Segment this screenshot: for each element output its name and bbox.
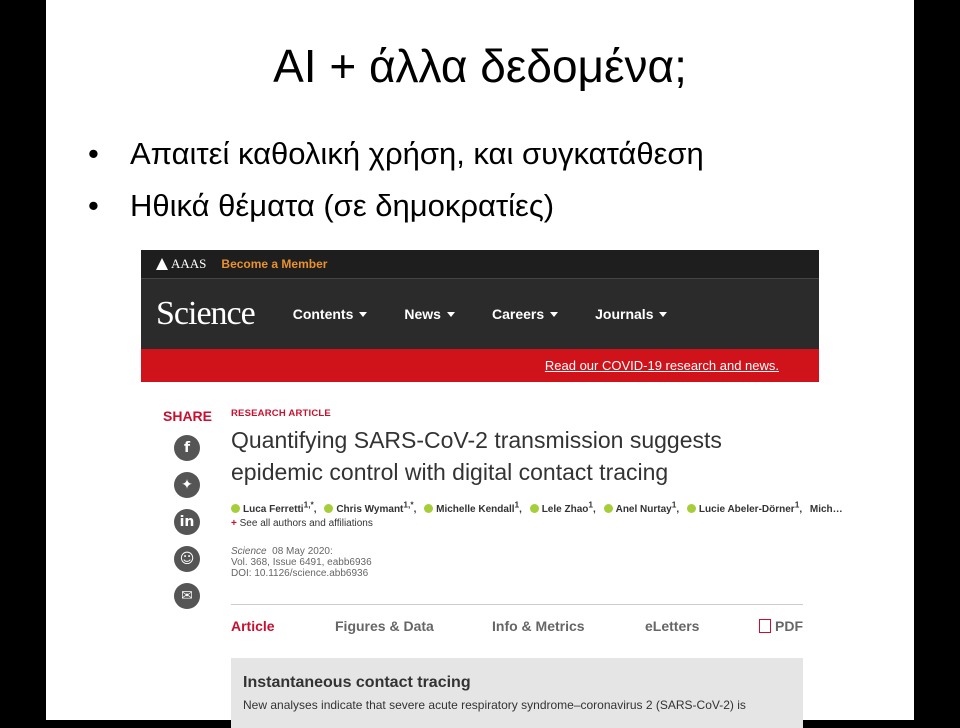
- chevron-down-icon: [659, 312, 667, 317]
- bullet-dot: •: [88, 188, 99, 223]
- main-nav: [293, 306, 705, 322]
- aaas-logo-text: AAAS: [171, 256, 207, 271]
- author-list: [231, 500, 843, 516]
- author-name: Michelle Kendall: [436, 504, 515, 516]
- pdf-icon: [759, 619, 771, 633]
- plus-icon: +: [231, 518, 237, 530]
- slide: [46, 0, 914, 720]
- aaas-logo[interactable]: [156, 256, 206, 272]
- bullet-text: Ηθικά θέματα (σε δημοκρατίες): [130, 188, 555, 223]
- bullet-item: [88, 128, 704, 180]
- orcid-icon: [604, 504, 613, 513]
- author-item[interactable]: Chris Wymant$^{1,*}$,: [324, 504, 416, 515]
- author-affiliation: 1: [794, 500, 800, 510]
- summary-title: Instantaneous contact tracing: [243, 674, 471, 691]
- article-type: RESEARCH ARTICLE: [231, 408, 331, 419]
- tab-info-metrics[interactable]: Info & Metrics: [492, 618, 585, 634]
- article-header: [231, 408, 843, 580]
- email-icon[interactable]: ✉: [174, 583, 200, 609]
- tab-pdf[interactable]: [759, 618, 803, 634]
- become-member-link[interactable]: Become a Member: [221, 257, 328, 271]
- see-all-authors-link[interactable]: [231, 518, 811, 529]
- author-affiliation: 1,*: [303, 500, 314, 510]
- nav-label: Careers: [491, 306, 545, 322]
- nav-label: Journals: [595, 306, 654, 322]
- covid-news-link[interactable]: Read our COVID-19 research and news.: [544, 358, 779, 373]
- summary-text: New analyses indicate that severe acute respiratory syndrome–coronavirus 2 (SARS-CoV-2) is: [243, 698, 746, 712]
- tab-article[interactable]: Article: [231, 618, 275, 634]
- author-name: Lucie Abeler-Dörner: [698, 504, 795, 516]
- journal-name: Science: [231, 546, 267, 558]
- author-name: Lele Zhao: [541, 504, 589, 516]
- author-item[interactable]: Anel Nurtay$^1$,: [604, 504, 680, 515]
- twitter-icon[interactable]: ✦: [174, 472, 200, 498]
- nav-label: News: [404, 306, 441, 322]
- bullet-list: [88, 128, 704, 232]
- nav-careers[interactable]: [492, 306, 558, 322]
- author-affiliation: 1: [514, 500, 520, 510]
- slide-title: AI + άλλα δεδομένα;: [273, 40, 687, 92]
- publish-date: 08 May 2020:: [272, 546, 333, 558]
- author-item[interactable]: Lele Zhao$^1$,: [530, 504, 596, 515]
- author-name: Mich…: [809, 504, 843, 516]
- chevron-down-icon: [447, 312, 455, 317]
- covid-banner: [141, 349, 819, 382]
- doi: DOI: 10.1126/science.abb6936: [231, 568, 369, 580]
- linkedin-icon[interactable]: in: [174, 509, 200, 535]
- nav-contents[interactable]: [293, 306, 368, 322]
- chevron-down-icon: [550, 312, 558, 317]
- orcid-icon: [530, 504, 539, 513]
- science-screenshot: [141, 250, 843, 720]
- author-name: Luca Ferretti: [243, 504, 304, 516]
- author-affiliation: 1: [671, 500, 677, 510]
- author-item[interactable]: Michelle Kendall$^1$,: [424, 504, 522, 515]
- bullet-item: [88, 180, 704, 232]
- tab-eletters[interactable]: eLetters: [645, 618, 700, 634]
- bullet-text: Απαιτεί καθολική χρήση, και συγκατάθεση: [130, 136, 704, 171]
- author-name: Anel Nurtay: [615, 504, 672, 516]
- volume-info: Vol. 368, Issue 6491, eabb6936: [231, 557, 372, 569]
- article-title: Quantifying SARS-CoV-2 transmission suggests epidemic control with digital contact tracing: [231, 427, 722, 485]
- facebook-icon[interactable]: f: [174, 435, 200, 461]
- author-item[interactable]: Luca Ferretti$^{1,*}$,: [231, 504, 317, 515]
- nav-label: Contents: [292, 306, 354, 322]
- science-logo[interactable]: Science: [156, 295, 255, 332]
- orcid-icon: [424, 504, 433, 513]
- tab-figures-data[interactable]: Figures & Data: [335, 618, 434, 634]
- citation-meta: [231, 546, 811, 579]
- share-label: SHARE: [163, 408, 213, 424]
- nav-news[interactable]: [404, 306, 455, 322]
- see-all-label: See all authors and affiliations: [239, 518, 373, 530]
- tab-pdf-label: PDF: [775, 618, 803, 634]
- aaas-bar: [141, 250, 819, 278]
- article-tabs: [231, 604, 803, 645]
- reddit-icon[interactable]: ☺: [174, 546, 200, 572]
- author-affiliation: 1: [588, 500, 594, 510]
- author-item[interactable]: Lucie Abeler-Dörner$^1$,: [687, 504, 802, 515]
- editor-summary: [231, 658, 803, 728]
- science-header: [141, 278, 819, 349]
- bullet-dot: •: [88, 136, 99, 171]
- orcid-icon: [324, 504, 333, 513]
- share-sidebar: [163, 408, 211, 609]
- author-affiliation: 1,*: [403, 500, 414, 510]
- orcid-icon: [231, 504, 240, 513]
- chevron-down-icon: [359, 312, 367, 317]
- orcid-icon: [687, 504, 696, 513]
- nav-journals[interactable]: [595, 306, 667, 322]
- citation-date-line: [231, 546, 811, 557]
- aaas-logo-icon: [156, 258, 168, 270]
- author-item[interactable]: [810, 504, 843, 515]
- author-name: Chris Wymant: [336, 504, 404, 516]
